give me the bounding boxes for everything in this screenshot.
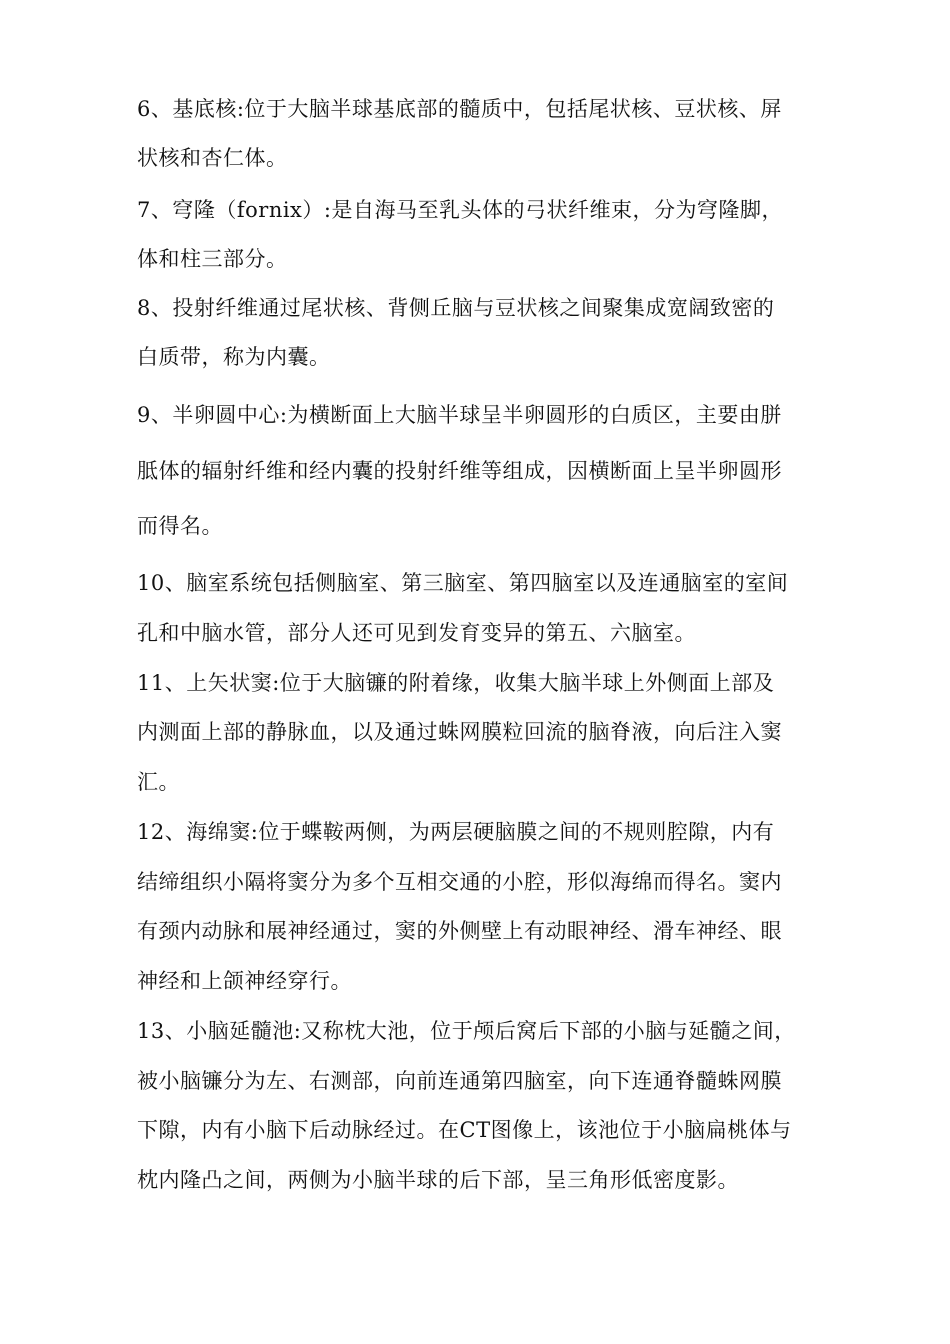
paragraph-line: 内测面上部的静脉血，以及通过蛛网膜粒回流的脑脊液，向后注入窦 [137, 720, 782, 744]
paragraph-line: 下隙，内有小脑下后动脉经过。在CT图像上，该池位于小脑扁桃体与 [137, 1118, 792, 1142]
paragraph-line: 7、穹隆（fornix）:是自海马至乳头体的弓状纤维束，分为穹隆脚， [137, 198, 783, 222]
paragraph-line: 状核和杏仁体。 [137, 146, 288, 170]
paragraph-line: 孔和中脑水管，部分人还可见到发育变异的第五、六脑室。 [137, 621, 696, 645]
paragraph-line: 被小脑镰分为左、右测部，向前连通第四脑室，向下连通脊髓蛛网膜 [137, 1069, 782, 1093]
paragraph-line: 胝体的辐射纤维和经内囊的投射纤维等组成，因横断面上呈半卵圆形 [137, 459, 782, 483]
paragraph-line: 6、基底核:位于大脑半球基底部的髓质中，包括尾状核、豆状核、屏 [137, 97, 782, 121]
paragraph-line: 11、上矢状窦:位于大脑镰的附着缘，收集大脑半球上外侧面上部及 [137, 671, 775, 695]
paragraph-line: 神经和上颌神经穿行。 [137, 969, 352, 993]
paragraph-line: 枕内隆凸之间，两侧为小脑半球的后下部，呈三角形低密度影。 [137, 1168, 739, 1192]
paragraph-line: 12、海绵窦:位于蝶鞍两侧，为两层硬脑膜之间的不规则腔隙，内有 [137, 820, 775, 844]
paragraph-line: 13、小脑延髓池:又称枕大池，位于颅后窝后下部的小脑与延髓之间， [137, 1019, 796, 1043]
paragraph-line: 而得名。 [137, 514, 223, 538]
paragraph-line: 白质带，称为内囊。 [137, 345, 331, 369]
paragraph-line: 结缔组织小隔将窦分为多个互相交通的小腔，形似海绵而得名。窦内 [137, 870, 782, 894]
paragraph-line: 10、脑室系统包括侧脑室、第三脑室、第四脑室以及连通脑室的室间 [137, 571, 789, 595]
paragraph-line: 9、半卵圆中心:为横断面上大脑半球呈半卵圆形的白质区，主要由胼 [137, 403, 782, 427]
paragraph-line: 8、投射纤维通过尾状核、背侧丘脑与豆状核之间聚集成宽阔致密的 [137, 296, 775, 320]
paragraph-line: 有颈内动脉和展神经通过，窦的外侧壁上有动眼神经、滑车神经、眼 [137, 919, 782, 943]
paragraph-line: 体和柱三部分。 [137, 247, 288, 271]
paragraph-line: 汇。 [137, 770, 180, 794]
